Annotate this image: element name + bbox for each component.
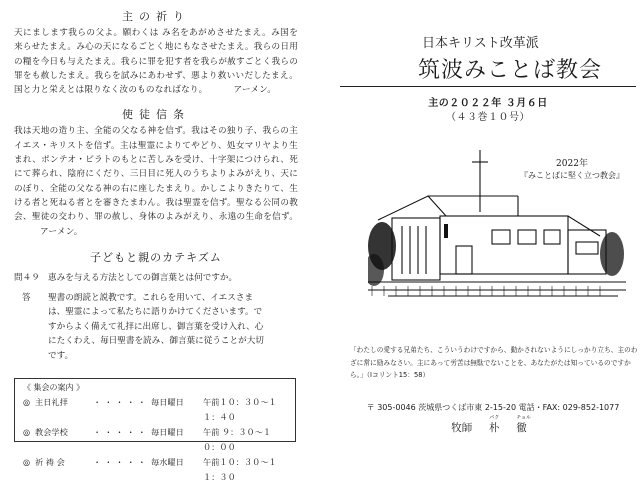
header-divider xyxy=(340,86,636,87)
meeting-time: 午前１０：３０～１１：４０ xyxy=(203,397,277,422)
church-address: 〒 305-0046 茨城県つくば市東 2-15-20 電話・FAX: 029-852-1077 xyxy=(366,403,620,412)
meeting-mark: ◎ xyxy=(23,427,31,437)
meeting-mark: ◎ xyxy=(23,397,31,407)
bulletin-date: 主の２０２２年 ３月６日 xyxy=(428,98,548,109)
catechism-title: 子どもと親のカテキズム xyxy=(90,250,222,264)
creed-body: 我は天地の造り主、全能の父なる神を信ず。我はその独り子、我らの主イエス・キリストを信ず。主は聖霊によりてやどり、処女マリヤより生まれ、ポンテオ・ピラトのもとに苦しみを受け、十字架につけられ、死にて葬られ、陰府にくだり、三日目に死人のうちよりよみがえり、天にのぼり、全能の父なる神の右に座したまえり。かしこよりきたりて、生ける者と死ねる者とを審きたまわん。我は聖霊を信ず。聖なる公同の教会、聖徒の交わり、罪の赦し、身体のよみがえり、永遠の生命を信ず。 xyxy=(14,126,298,223)
meeting-name: 主日礼拝 xyxy=(35,397,68,407)
meeting-dots: ・・・・・ xyxy=(93,427,149,437)
pastor-surname-ruby: パク xyxy=(489,415,500,421)
pastor-given-name xyxy=(516,415,532,435)
creed-amen: アーメン。 xyxy=(40,226,83,237)
left-column xyxy=(14,8,298,363)
verse-text: 「わたしの愛する兄弟たち、こういうわけですから、動かされないようにしっかり立ち、主のわざに常に励みなさい。主にあって労苦は無駄でないことを、あなたがたは知っているのですから。」 xyxy=(350,346,638,379)
lords-prayer-body: 天にまします我らの父よ。願わくは み名をあがめさせたまえ。み国を来らせたまえ。み心の天になるごとく地にもなさせたまえ。我らの日用の糧を今日も与えたまえ。我らに罪を犯す者を我らが赦すごとく我らの罪をも赦したまえ。我らを試みにあわせず、悪より救いいだしたまえ。国と力と栄えとは限りなく汝のものなればなり。 xyxy=(14,28,298,96)
pastor-given-text: 徹 xyxy=(516,422,527,434)
meeting-day: 毎水曜日 xyxy=(151,457,184,467)
year-label: 2022年 xyxy=(556,159,588,169)
pastor-surname-text: 朴 xyxy=(489,422,500,434)
lords-prayer-amen: アーメン。 xyxy=(233,85,277,96)
pastor-line xyxy=(340,415,638,435)
catechism-question xyxy=(14,271,298,285)
pastor-surname xyxy=(489,415,500,435)
verse-reference: （Iコリント15：58） xyxy=(366,371,430,379)
meeting-dots: ・・・・・ xyxy=(93,457,149,467)
meeting-row xyxy=(23,395,287,425)
answer-text: 聖書の朗読と説教です。これらを用いて、イエスさまは、聖霊によって私たちに語りかけてくださいます。ですからよく備えて礼拝に出席し、御言葉を受け入れ、心にたくわえ、毎日聖書を読み、御言葉に従うことが大切です。 xyxy=(48,292,264,361)
denomination: 日本キリスト改革派 xyxy=(422,36,539,51)
meeting-dots: ・・・・・ xyxy=(93,397,149,407)
meeting-mark: ◎ xyxy=(23,457,31,467)
year-motto xyxy=(520,158,624,182)
meeting-day: 毎日曜日 xyxy=(151,397,184,407)
meetings-box xyxy=(14,378,296,482)
church-name: 筑波みことば教会 xyxy=(418,58,603,83)
bulletin-volume: （４３巻１０号） xyxy=(446,112,530,123)
motto-text: 『みことばに堅く立つ教会』 xyxy=(520,171,624,180)
meeting-row xyxy=(23,425,287,455)
creed-title: 使徒信条 xyxy=(122,108,190,122)
question-number: 問４９ xyxy=(14,272,40,283)
pastor-given-ruby: チョル xyxy=(516,415,532,421)
meeting-row xyxy=(23,455,287,485)
meeting-time: 午前 ９：３０～１０：００ xyxy=(203,427,272,452)
meeting-name: 教会学校 xyxy=(35,427,68,437)
meeting-name: 祈 祷 会 xyxy=(35,457,65,467)
meetings-title: 《 集会の案内 》 xyxy=(23,383,85,392)
lords-prayer-text xyxy=(14,26,298,97)
pastor-title: 牧師 xyxy=(451,422,473,434)
question-text: 恵みを与える方法としての御言葉とは何ですか。 xyxy=(48,272,238,283)
answer-label: 答 xyxy=(22,292,31,303)
creed-text xyxy=(14,124,298,238)
catechism-answer xyxy=(14,291,298,364)
meeting-time: 午前１０：３０～１１：３０ xyxy=(203,457,277,482)
bible-verse xyxy=(350,344,640,382)
meeting-day: 毎日曜日 xyxy=(151,427,184,437)
lords-prayer-title: 主の祈り xyxy=(122,10,190,23)
